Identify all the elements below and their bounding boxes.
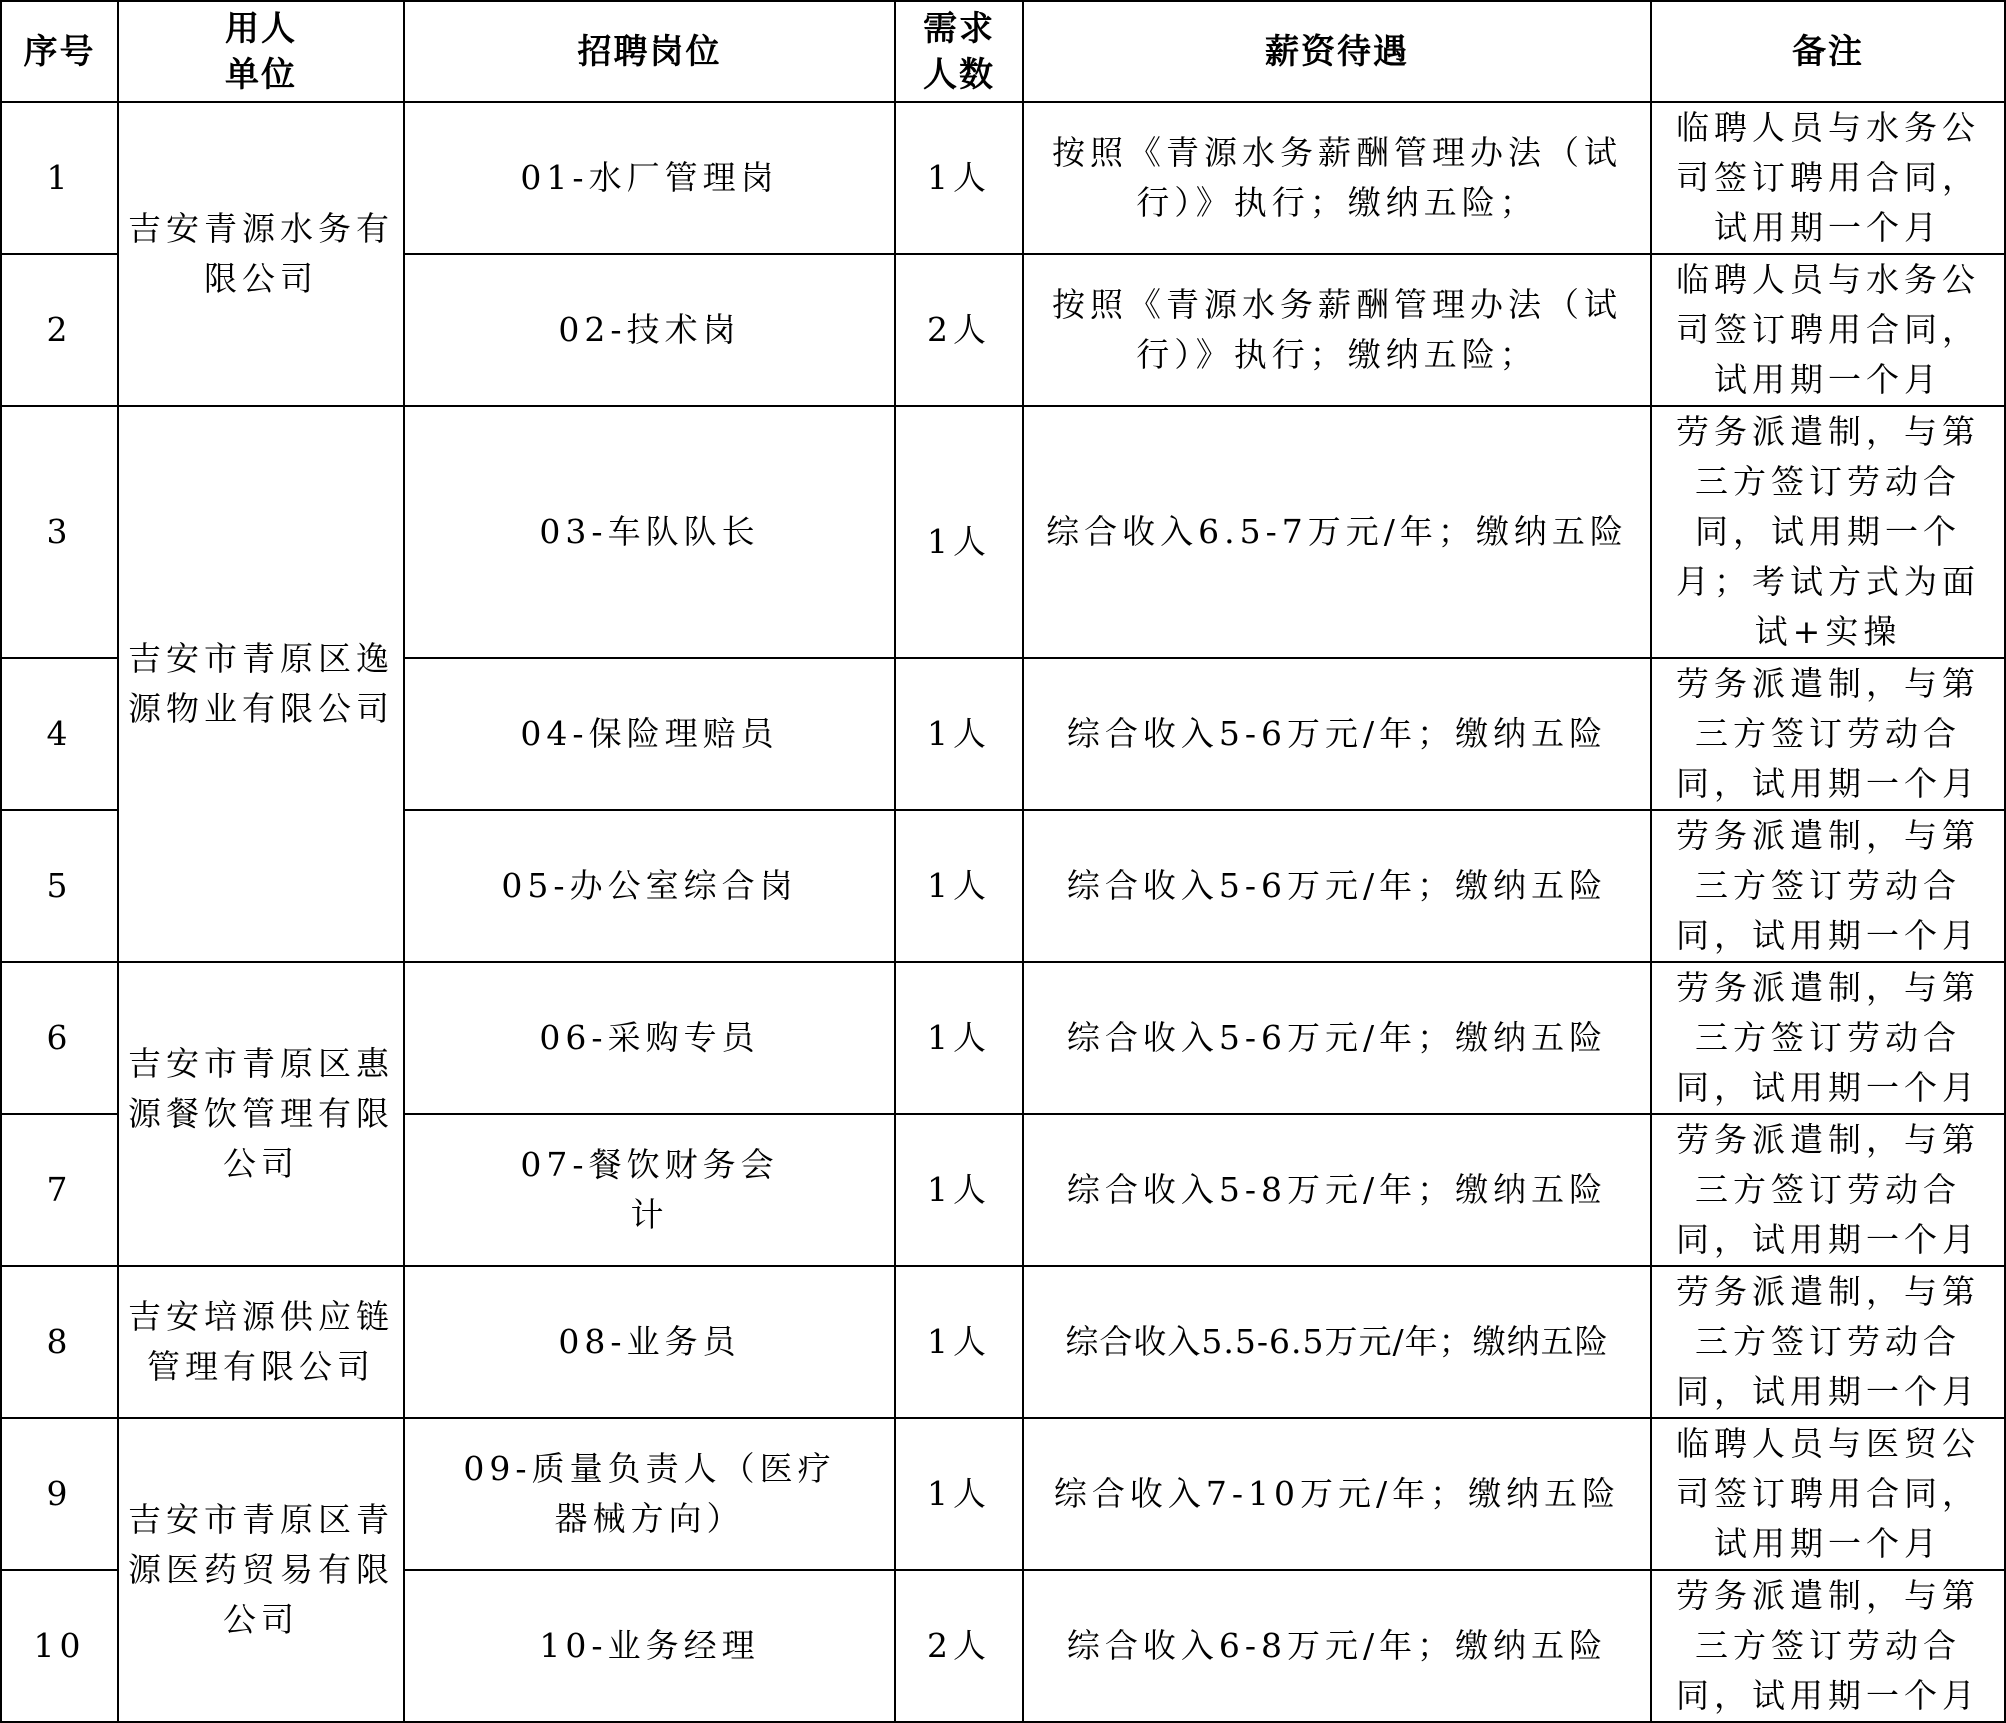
count-cell: 1人 bbox=[895, 810, 1023, 962]
count-cell: 1人 bbox=[895, 406, 1023, 658]
position-cell: 03-车队队长 bbox=[404, 406, 895, 658]
salary-cell: 按照《青源水务薪酬管理办法（试行）》执行；缴纳五险； bbox=[1023, 254, 1651, 406]
remark-cell: 劳务派遣制，与第三方签订劳动合同，试用期一个月 bbox=[1651, 1114, 2005, 1266]
count-cell: 1人 bbox=[895, 658, 1023, 810]
row-index: 1 bbox=[1, 102, 118, 254]
row-index: 10 bbox=[1, 1570, 118, 1722]
unit-cell: 吉安市青原区惠源餐饮管理有限公司 bbox=[118, 962, 404, 1266]
position-cell: 09-质量负责人（医疗器械方向） bbox=[404, 1418, 895, 1570]
position-cell: 07-餐饮财务会计 bbox=[404, 1114, 895, 1266]
remark-cell: 劳务派遣制，与第三方签订劳动合同，试用期一个月 bbox=[1651, 962, 2005, 1114]
remark-cell: 临聘人员与医贸公司签订聘用合同，试用期一个月 bbox=[1651, 1418, 2005, 1570]
position-cell: 01-水厂管理岗 bbox=[404, 102, 895, 254]
header-count bbox=[895, 1, 1023, 102]
remark-cell: 劳务派遣制，与第三方签订劳动合同，试用期一个月 bbox=[1651, 658, 2005, 810]
count-cell: 2人 bbox=[895, 1570, 1023, 1722]
salary-cell: 综合收入7-10万元/年；缴纳五险 bbox=[1023, 1418, 1651, 1570]
count-cell: 2人 bbox=[895, 254, 1023, 406]
header-unit-line2: 单位 bbox=[225, 54, 297, 95]
row-index: 5 bbox=[1, 810, 118, 962]
position-cell: 05-办公室综合岗 bbox=[404, 810, 895, 962]
unit-cell: 吉安市青原区青源医药贸易有限公司 bbox=[118, 1418, 404, 1722]
header-count-line2: 人数 bbox=[923, 54, 995, 95]
position-cell: 06-采购专员 bbox=[404, 962, 895, 1114]
table-row bbox=[1, 1266, 2005, 1418]
count-cell: 1人 bbox=[895, 1114, 1023, 1266]
position-cell: 04-保险理赔员 bbox=[404, 658, 895, 810]
row-index: 9 bbox=[1, 1418, 118, 1570]
salary-cell: 综合收入6.5-7万元/年；缴纳五险 bbox=[1023, 406, 1651, 658]
row-index: 3 bbox=[1, 406, 118, 658]
header-remark: 备注 bbox=[1651, 1, 2005, 102]
remark-cell: 临聘人员与水务公司签订聘用合同，试用期一个月 bbox=[1651, 102, 2005, 254]
row-index: 8 bbox=[1, 1266, 118, 1418]
remark-cell: 劳务派遣制，与第三方签订劳动合同，试用期一个月 bbox=[1651, 810, 2005, 962]
header-row bbox=[1, 1, 2005, 102]
remark-cell: 劳务派遣制，与第三方签订劳动合同，试用期一个月 bbox=[1651, 1570, 2005, 1722]
row-index: 6 bbox=[1, 962, 118, 1114]
position-cell: 08-业务员 bbox=[404, 1266, 895, 1418]
remark-cell: 劳务派遣制，与第三方签订劳动合同，试用期一个月 bbox=[1651, 1266, 2005, 1418]
salary-cell: 综合收入6-8万元/年；缴纳五险 bbox=[1023, 1570, 1651, 1722]
table-row bbox=[1, 1418, 2005, 1570]
salary-cell: 综合收入5-8万元/年；缴纳五险 bbox=[1023, 1114, 1651, 1266]
table-header bbox=[1, 1, 2005, 102]
table-body bbox=[1, 102, 2005, 1722]
salary-cell: 综合收入5.5-6.5万元/年；缴纳五险 bbox=[1023, 1266, 1651, 1418]
header-unit bbox=[118, 1, 404, 102]
count-cell: 1人 bbox=[895, 1266, 1023, 1418]
header-index: 序号 bbox=[1, 1, 118, 102]
unit-cell: 吉安培源供应链管理有限公司 bbox=[118, 1266, 404, 1418]
salary-cell: 综合收入5-6万元/年；缴纳五险 bbox=[1023, 658, 1651, 810]
salary-cell: 按照《青源水务薪酬管理办法（试行）》执行；缴纳五险； bbox=[1023, 102, 1651, 254]
position-cell: 02-技术岗 bbox=[404, 254, 895, 406]
position-cell: 10-业务经理 bbox=[404, 1570, 895, 1722]
table-row bbox=[1, 406, 2005, 658]
unit-cell: 吉安市青原区逸源物业有限公司 bbox=[118, 406, 404, 962]
unit-cell: 吉安青源水务有限公司 bbox=[118, 102, 404, 406]
table-row bbox=[1, 102, 2005, 254]
header-count-line1: 需求 bbox=[923, 8, 995, 49]
remark-cell: 临聘人员与水务公司签订聘用合同，试用期一个月 bbox=[1651, 254, 2005, 406]
row-index: 7 bbox=[1, 1114, 118, 1266]
table-row bbox=[1, 962, 2005, 1114]
header-salary: 薪资待遇 bbox=[1023, 1, 1651, 102]
count-cell: 1人 bbox=[895, 1418, 1023, 1570]
count-cell: 1人 bbox=[895, 102, 1023, 254]
salary-cell: 综合收入5-6万元/年；缴纳五险 bbox=[1023, 810, 1651, 962]
remark-cell: 劳务派遣制，与第三方签订劳动合同，试用期一个月；考试方式为面试+实操 bbox=[1651, 406, 2005, 658]
row-index: 2 bbox=[1, 254, 118, 406]
row-index: 4 bbox=[1, 658, 118, 810]
header-unit-line1: 用人 bbox=[225, 8, 297, 49]
count-cell: 1人 bbox=[895, 962, 1023, 1114]
salary-cell: 综合收入5-6万元/年；缴纳五险 bbox=[1023, 962, 1651, 1114]
header-position: 招聘岗位 bbox=[404, 1, 895, 102]
